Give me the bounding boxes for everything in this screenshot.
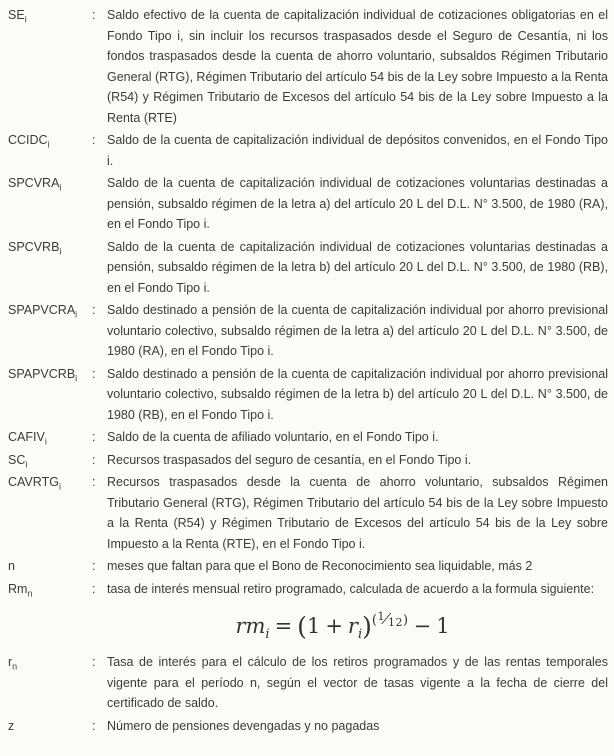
definition-text: Número de pensiones devengadas y no pagadas <box>107 718 380 733</box>
term-subscript: i <box>58 481 61 492</box>
definition-cell <box>107 579 608 651</box>
term-subscript: i <box>59 246 62 256</box>
definition-text: Tasa de interés para el cálculo de los retiros programados y de las rentas temporales vigente para el período n, según el vector de tasas vigente a la fecha de cierre del certificado de saldo. <box>107 655 608 710</box>
term-symbol: z <box>8 718 15 733</box>
definition-cell <box>107 427 608 448</box>
colon-separator: : <box>92 133 96 147</box>
fraction-slash: ⁄ <box>384 610 388 628</box>
definition-row <box>8 427 608 448</box>
term-label <box>8 237 92 299</box>
formula-exponent <box>371 610 409 629</box>
colon-separator: : <box>92 718 96 733</box>
definition-text: tasa de interés mensual retiro programado, calculada de acuerdo a la formula siguiente: <box>107 581 595 596</box>
term-symbol: SPAPVCRA <box>8 303 76 317</box>
definition-row <box>8 130 608 171</box>
term-label <box>8 5 92 128</box>
definition-row <box>8 652 608 714</box>
definition-row <box>8 237 608 299</box>
colon-separator <box>92 173 107 235</box>
term-symbol: CCIDC <box>8 133 48 147</box>
term-label <box>8 130 92 171</box>
term-symbol: SC <box>8 452 26 467</box>
term-subscript: i <box>75 373 78 383</box>
definition-cell <box>107 300 608 362</box>
term-label <box>8 173 92 235</box>
colon-separator: : <box>92 303 96 317</box>
definition-row <box>8 472 608 554</box>
formula-r: r <box>347 614 358 638</box>
definition-row <box>8 5 608 128</box>
term-label <box>8 579 92 651</box>
definition-row <box>8 579 608 651</box>
retiro-programado-formula <box>107 612 578 641</box>
definition-row <box>8 300 608 362</box>
definition-text: Saldo de la cuenta de afiliado voluntario, en el Fondo Tipo i. <box>107 430 439 444</box>
term-symbol: SE <box>8 8 25 22</box>
close-paren: ) <box>362 612 372 641</box>
term-symbol: Rm <box>8 581 28 596</box>
definition-cell <box>107 5 608 128</box>
colon-separator: : <box>92 581 96 596</box>
definition-cell <box>107 716 608 737</box>
term-label <box>8 556 92 577</box>
colon-separator: : <box>92 655 96 669</box>
definition-row <box>8 364 608 426</box>
term-subscript: n <box>27 588 33 598</box>
term-symbol: SPCVRA <box>8 176 60 190</box>
equals-sign: = <box>274 614 293 638</box>
exp-open-paren: ( <box>371 613 378 628</box>
term-symbol: r <box>8 655 13 669</box>
exp-close-paren: ) <box>403 613 409 628</box>
definition-text: Saldo efectivo de la cuenta de capitalización individual de cotizaciones obligatorias en el Fondo Tipo i, sin incluir los recursos traspasados desde el Seguro de Cesantía, ni los fondos traspasados desde la cuenta de ahorro voluntario, subsaldos Régimen Tributario General (RTG), Régimen Tributario del artículo 54 bis de la Ley sobre Impuesto a la Renta (R54) y Régimen Tributario de Excesos del artículo 54 bis de la Ley sobre Impuesto a la Renta (RTE) <box>107 8 608 125</box>
minus-sign: − <box>413 614 432 638</box>
colon-separator: : <box>92 452 96 467</box>
term-label <box>8 300 92 362</box>
formula-tail-one: 1 <box>436 614 450 638</box>
colon-separator: : <box>92 8 96 22</box>
term-subscript: i <box>59 182 62 193</box>
term-label <box>8 364 92 426</box>
definition-cell <box>107 556 608 577</box>
definition-row <box>8 556 608 577</box>
definitions-list <box>8 5 608 736</box>
colon-separator: : <box>92 475 96 489</box>
definition-cell <box>107 364 608 426</box>
exp-numerator: 1 <box>377 610 385 623</box>
term-subscript: i <box>25 459 28 469</box>
definition-cell <box>107 652 608 714</box>
term-symbol: CAFIV <box>8 430 45 444</box>
definition-row <box>8 173 608 235</box>
term-subscript: n <box>12 661 18 672</box>
term-symbol: SPCVRB <box>8 239 60 254</box>
term-symbol: n <box>8 559 15 573</box>
term-symbol: CAVRTG <box>8 475 59 489</box>
definition-cell <box>107 450 608 471</box>
formula-one: 1 <box>306 614 321 638</box>
term-label <box>8 427 92 448</box>
term-subscript: i <box>24 14 27 25</box>
definition-text: Saldo de la cuenta de capitalización individual de depósitos convenidos, en el Fondo Tipo i. <box>107 133 608 168</box>
term-symbol: SPAPVCRB <box>8 366 76 381</box>
plus-sign: + <box>325 614 343 638</box>
term-label <box>8 652 92 714</box>
term-label <box>8 472 92 554</box>
definition-text: Saldo de la cuenta de capitalización individual de cotizaciones voluntarias destinadas a pensión, subsaldo régimen de la letra b) del artículo 20 L del D.L. N° 3.500, de 1980 (RB), en el Fondo Tipo i. <box>107 239 608 295</box>
definition-text: Saldo destinado a pensión de la cuenta de capitalización individual por ahorro previsional voluntario colectivo, subsaldo régimen de la letra b) del artículo 20 L del D.L. N° 3.500, de 1980 (RB), en el Fondo Tipo i. <box>107 366 608 422</box>
definition-text: Recursos traspasados desde la cuenta de ahorro voluntario, subsaldos Régimen Tributario General (RTG), Régimen Tributario del artículo 54 bis de la Ley sobre Impuesto a la Renta (R54) y Régimen Tributario de Excesos del artículo 54 bis de la Ley sobre Impuesto a la Renta (RTE), en el Fondo Tipo i. <box>107 475 608 551</box>
term-label <box>8 716 92 737</box>
colon-separator <box>92 237 107 299</box>
colon-separator: : <box>92 559 96 573</box>
term-subscript: i <box>44 436 47 447</box>
term-label <box>8 450 92 471</box>
definition-cell <box>107 173 608 235</box>
formula-r-subscript: i <box>357 627 363 643</box>
formula-lhs-subscript: i <box>265 627 270 643</box>
definition-text: meses que faltan para que el Bono de Reconocimiento sea liquidable, más 2 <box>107 559 533 573</box>
term-subscript: i <box>75 309 78 320</box>
definition-cell <box>107 130 608 171</box>
definition-row <box>8 450 608 471</box>
open-paren: ( <box>297 612 307 641</box>
formula-lhs: rm <box>235 614 266 638</box>
definition-cell <box>107 237 608 299</box>
colon-separator: : <box>92 430 96 444</box>
definition-text: Recursos traspasados del seguro de cesantía, en el Fondo Tipo i. <box>107 452 472 467</box>
definition-row <box>8 716 608 737</box>
exp-denominator: 12 <box>388 616 403 629</box>
definition-text: Saldo de la cuenta de capitalización individual de cotizaciones voluntarias destinadas a pensión, subsaldo régimen de la letra a) del artículo 20 L del D.L. N° 3.500, de 1980 (RA), en el Fondo Tipo i. <box>107 176 608 231</box>
colon-separator: : <box>92 366 96 381</box>
definition-cell <box>107 472 608 554</box>
term-subscript: i <box>47 139 50 150</box>
definition-text: Saldo destinado a pensión de la cuenta de capitalización individual por ahorro previsional voluntario colectivo, subsaldo régimen de la letra a) del artículo 20 L del D.L. N° 3.500, de 1980 (RA), en el Fondo Tipo i. <box>107 303 608 358</box>
